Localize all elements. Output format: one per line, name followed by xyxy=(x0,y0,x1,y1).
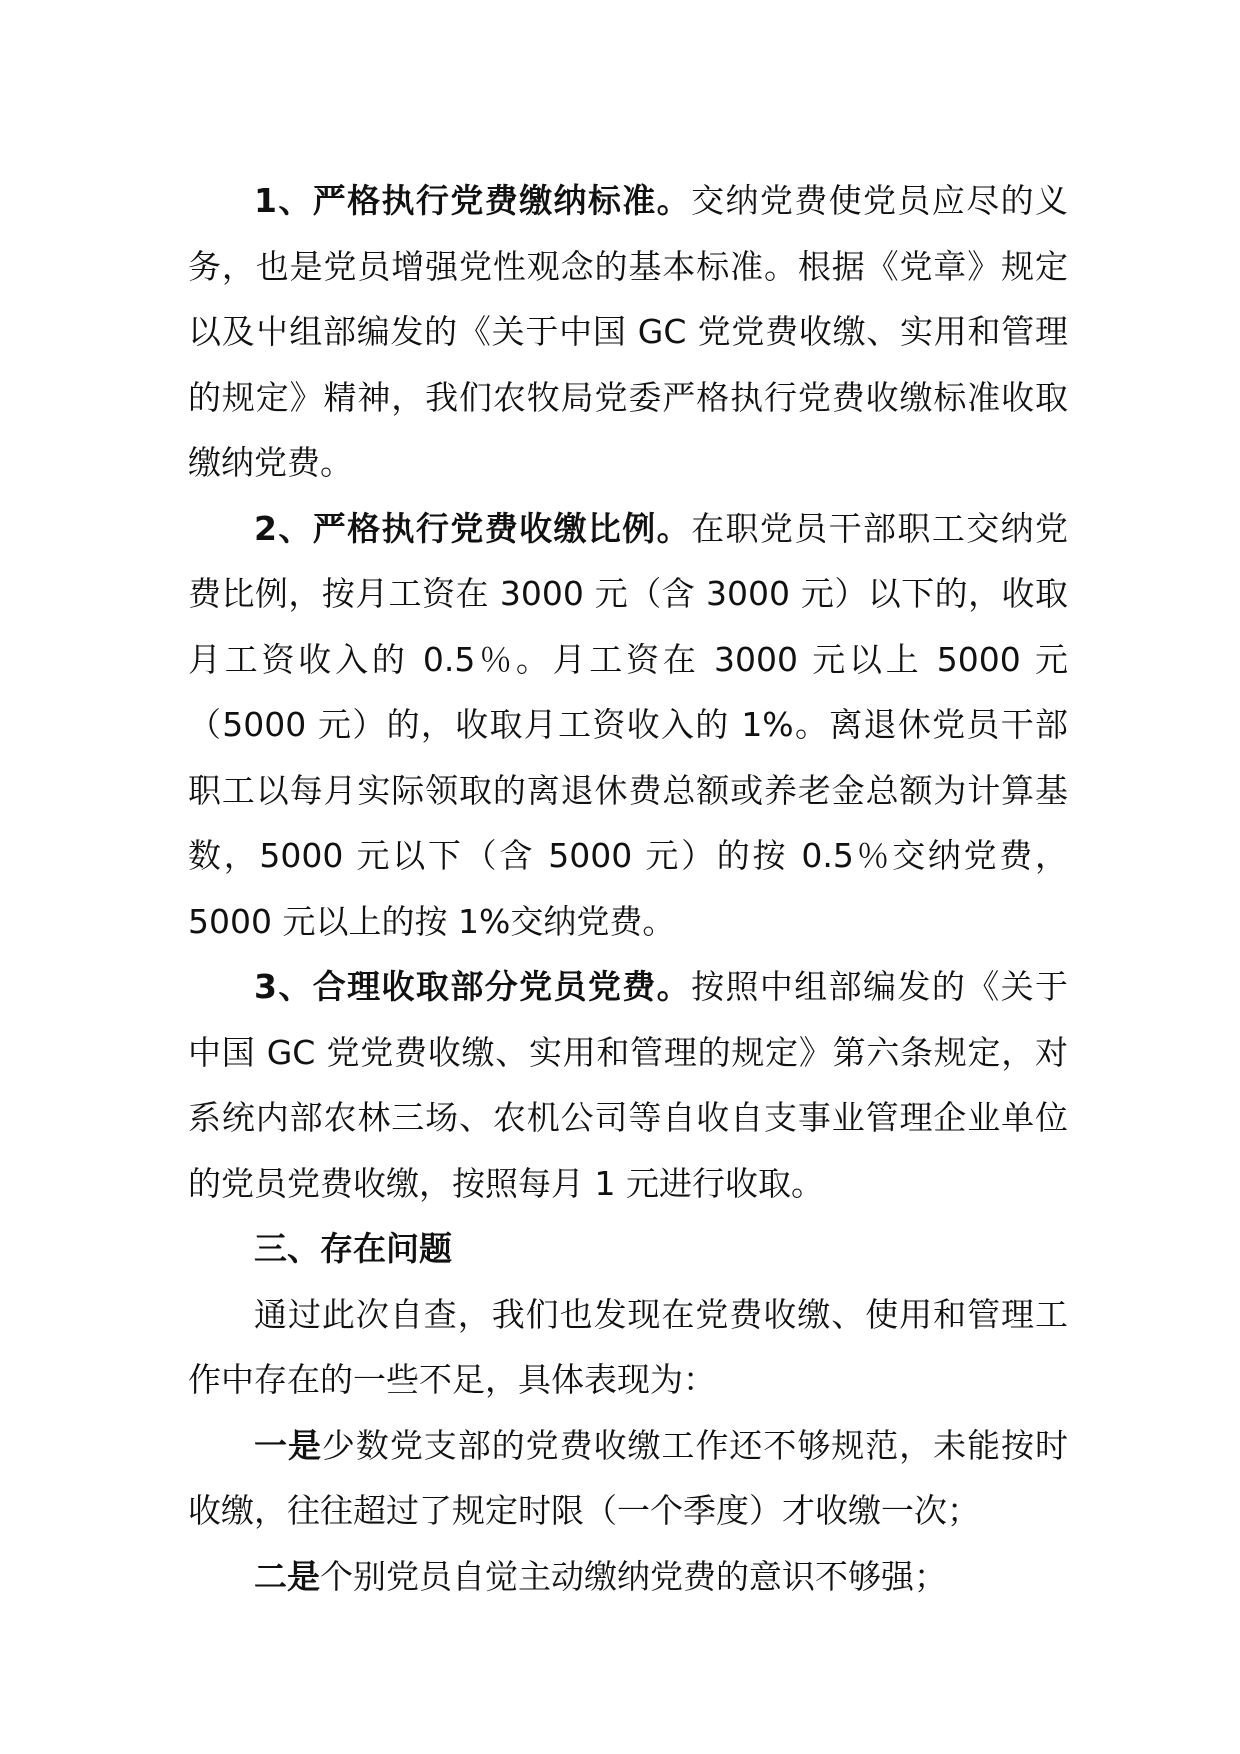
document-body xyxy=(188,168,1068,1609)
paragraph-fee-standard xyxy=(188,168,1068,496)
problem-item-1 xyxy=(188,1413,1068,1544)
paragraph-lead: 2、严格执行党费收缴比例。 xyxy=(254,508,692,548)
paragraph-lead: 1、严格执行党费缴纳标准。 xyxy=(254,181,692,220)
paragraph-partial-collection xyxy=(188,954,1068,1216)
problem-lead: 一是 xyxy=(254,1425,322,1465)
paragraph-text: 交纳党费使党员应尽的义务，也是党员增强党性观念的基本标准。根据《党章》规定以及屮组部编发的《关于中国 GC 党党费收缴、实用和管理的规定》精神，我们农牧局党委严格执行党费收缴标准收取缴纳党费。 xyxy=(188,181,1069,482)
problem-text: 个别党员自觉主动缴纳党费的意识不够强； xyxy=(320,1556,947,1596)
paragraph-lead: 3、合理收取部分党员党费。 xyxy=(254,967,692,1006)
paragraph-fee-ratio xyxy=(188,496,1068,955)
problem-text: 少数党支部的党费收缴工作还不够规范，未能按时收缴，往往超过了规定时限（一个季度）才收缴一次； xyxy=(188,1425,1069,1530)
section-heading: 三、存在问题 xyxy=(254,1229,452,1268)
paragraph-intro: 通过此次自查，我们也发现在党费收缴、使用和管理工作中存在的一些不足，具体表现为： xyxy=(188,1294,1068,1399)
paragraph-text: 按照中组部编发的《关于中国 GC 党党费收缴、实用和管理的规定》第六条规定，对系统内部农林三场、农机公司等自收自支事业管理企业单位的党员党费收缴，按照每月 1 元进行收取。 xyxy=(188,967,1069,1203)
problem-item-2 xyxy=(188,1544,1068,1610)
paragraph-text: 在职党员干部职工交纳党费比例，按月工资在 3000 元（含 3000 元）以下的，收取月工资收入的 0.5％。月工资在 3000 元以上 5000 元（5000 元）的，收取月工资收入的 1%。离退休党员干部职工以每月实际领取的离退休费总额或养老金总额为计算基数，5000 元以下（含 5000 元）的按 0.5％交纳党费，5000 元以上的按 1%交纳党费。 xyxy=(188,508,1069,941)
problem-lead: 二是 xyxy=(254,1556,320,1596)
